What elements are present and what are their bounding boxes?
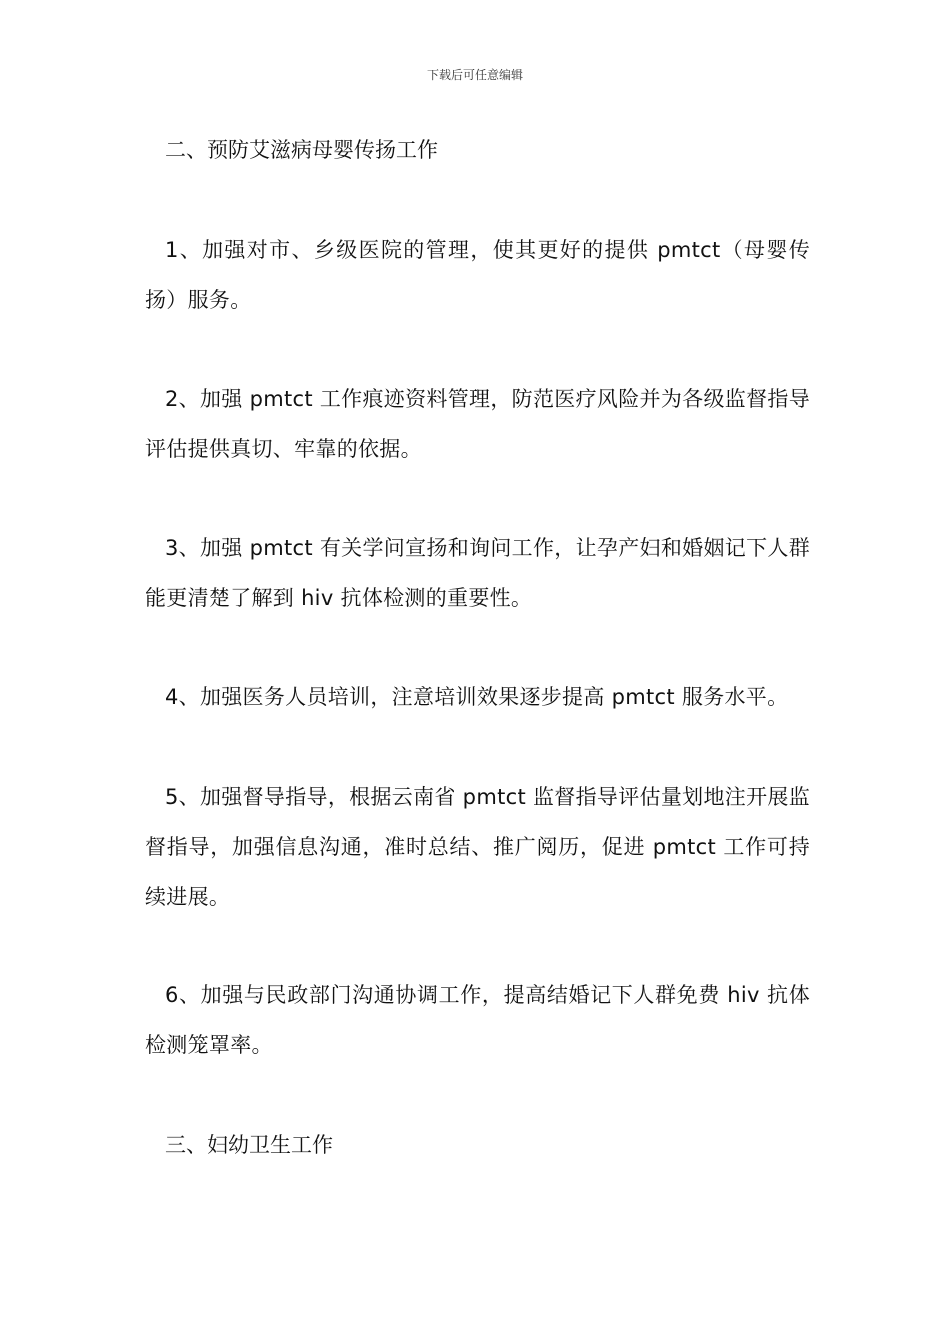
list-item-3: 3、加强 pmtct 有关学问宣扬和询问工作，让孕产妇和婚姻记下人群能更清楚了解到 hiv 抗体检测的重要性。	[145, 536, 810, 610]
list-item-1: 1、加强对市、乡级医院的管理，使其更好的提供 pmtct（母婴传扬）服务。	[145, 238, 810, 312]
list-item-5: 5、加强督导指导，根据云南省 pmtct 监督指导评估量划地注开展监督指导，加强信息沟通，准时总结、推广阅历，促进 pmtct 工作可持续进展。	[145, 785, 810, 909]
list-item-2: 2、加强 pmtct 工作痕迹资料管理，防范医疗风险并为各级监督指导评估提供真切、牢靠的依据。	[145, 387, 810, 461]
list-item-4: 4、加强医务人员培训，注意培训效果逐步提高 pmtct 服务水平。	[165, 685, 789, 709]
section-heading-maternal-child: 三、妇幼卫生工作	[165, 1133, 333, 1157]
section-heading-prevention: 二、预防艾滋病母婴传扬工作	[165, 138, 438, 162]
page-header: 下载后可任意编辑	[426, 68, 523, 82]
list-item-6: 6、加强与民政部门沟通协调工作，提高结婚记下人群免费 hiv 抗体检测笼罩率。	[145, 983, 810, 1057]
